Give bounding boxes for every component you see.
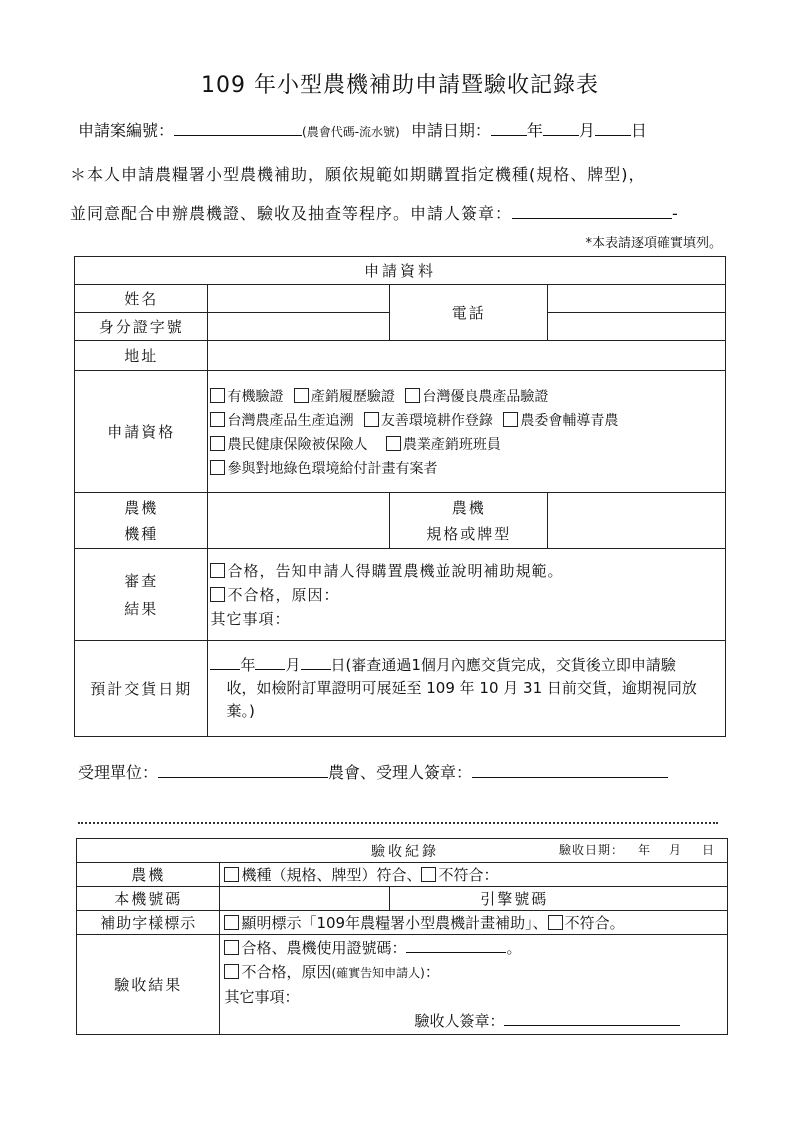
delivery-day-field[interactable]	[301, 655, 331, 670]
phone-field-2[interactable]	[548, 313, 726, 341]
qualification-option[interactable]: 農民健康保險被保險人	[210, 437, 367, 453]
cut-line	[78, 822, 718, 824]
page-title: 109 年小型農機補助申請暨驗收記錄表	[201, 73, 599, 98]
address-field[interactable]	[208, 341, 726, 371]
usage-cert-no-field[interactable]	[406, 938, 506, 953]
apply-year-unit: 年	[526, 121, 543, 140]
statement-line-2-text: 並同意配合申辦農機證、驗收及抽查等程序。申請人簽章：	[70, 204, 513, 223]
checkbox-icon[interactable]	[210, 412, 225, 427]
qualification-option[interactable]: 台灣農產品生產追溯	[210, 413, 353, 429]
checkbox-icon[interactable]	[210, 563, 225, 578]
qualification-option[interactable]: 產銷履歷驗證	[294, 389, 395, 405]
checkbox-icon[interactable]	[405, 388, 420, 403]
case-info-line	[78, 118, 647, 141]
delivery-year-field[interactable]	[210, 655, 240, 670]
qualification-option[interactable]: 台灣優良農產品驗證	[405, 389, 548, 405]
case-no-hint: (農會代碼-流水號)	[302, 125, 400, 139]
checkbox-icon[interactable]	[548, 915, 563, 930]
review-pass-option[interactable]: 合格，告知申請人得購置農機並說明補助規範。	[210, 560, 721, 581]
checkbox-icon[interactable]	[503, 412, 518, 427]
inspection-date: 驗收日期： 年 月 日	[558, 842, 715, 857]
checkbox-icon[interactable]	[224, 940, 239, 955]
delivery-date-area	[208, 641, 726, 737]
inspector-signature-field[interactable]	[504, 1011, 680, 1026]
fill-note: *本表請逐項確實填列。	[585, 236, 722, 251]
review-result-label: 審查 結果	[75, 549, 208, 641]
engine-no-label: 引擎號碼	[390, 887, 728, 911]
applicant-signature-field[interactable]	[512, 204, 672, 219]
inspect-pass-option[interactable]: 合格、農機使用證號碼： 。	[224, 936, 723, 960]
statement-line-2	[70, 194, 679, 224]
unit-field[interactable]	[158, 763, 328, 778]
review-fail-option[interactable]: 不合格，原因：	[210, 584, 721, 605]
qualification-row-2	[210, 410, 721, 430]
inspection-header-row	[77, 839, 728, 863]
application-header: 申請資料	[75, 257, 726, 285]
phone-label: 電話	[390, 285, 548, 341]
name-field[interactable]	[208, 285, 390, 313]
qualification-option[interactable]: 農委會輔導青農	[503, 413, 618, 429]
apply-date-label: 申請日期：	[410, 121, 491, 140]
subsidy-mark-label: 補助字樣標示	[77, 911, 220, 935]
qualification-row-4	[210, 458, 721, 478]
receiver-signature-field[interactable]	[472, 763, 668, 778]
name-label: 姓名	[75, 285, 208, 313]
machine-type-field[interactable]	[208, 493, 390, 549]
serial-no-field[interactable]	[220, 887, 390, 911]
delivery-line-3: 棄。)	[226, 702, 255, 720]
checkbox-icon[interactable]	[224, 867, 239, 882]
inspector-sign-line: 驗收人簽章：	[224, 1009, 723, 1033]
inspect-fail-option[interactable]: 不合格，原因(確實告知申請人)：	[224, 960, 723, 985]
apply-day-unit: 日	[630, 121, 647, 140]
checkbox-icon[interactable]	[294, 388, 309, 403]
delivery-line-2: 收，如檢附訂單證明可展延至 109 年 10 月 31 日前交貨，逾期視同放	[226, 679, 697, 697]
machine-type-label: 農機 機種	[75, 493, 208, 549]
statement-line-1: ＊本人申請農糧署小型農機補助，願依規範如期購置指定機種(規格、牌型)，	[70, 165, 646, 184]
acceptance-sign-line	[78, 760, 668, 783]
inspect-machine-label: 農機	[77, 863, 220, 887]
checkbox-icon[interactable]	[210, 436, 225, 451]
address-label: 地址	[75, 341, 208, 371]
inspect-other: 其它事項：	[224, 988, 300, 1006]
inspect-machine-options: 機種（規格、牌型）符合、 不符合：	[220, 863, 728, 887]
apply-month-unit: 月	[578, 121, 595, 140]
checkbox-icon[interactable]	[210, 460, 225, 475]
inspection-header: 驗收紀錄	[370, 843, 439, 860]
subsidy-mark-options: 顯明標示「109年農糧署小型農機計畫補助」、 不符合。	[220, 911, 728, 935]
case-no-field[interactable]	[174, 121, 302, 136]
receiver-sign-label: 農會、受理人簽章：	[328, 763, 473, 782]
delivery-month-field[interactable]	[255, 655, 285, 670]
qualification-row-1	[210, 386, 721, 406]
checkbox-icon[interactable]	[224, 915, 239, 930]
application-table	[74, 256, 726, 737]
qualification-option[interactable]: 有機驗證	[210, 389, 283, 405]
qualification-row-3	[210, 434, 721, 454]
inspect-result-label: 驗收結果	[77, 935, 220, 1035]
spec-brand-label: 農機 規格或牌型	[390, 493, 548, 549]
id-no-field[interactable]	[208, 313, 390, 341]
id-no-label: 身分證字號	[75, 313, 208, 341]
delivery-date-label: 預計交貨日期	[75, 641, 208, 737]
checkbox-icon[interactable]	[386, 436, 401, 451]
inspect-result-area	[220, 935, 728, 1035]
qualification-options	[208, 371, 726, 493]
qualification-option[interactable]: 參與對地綠色環境給付計畫有案者	[210, 461, 437, 477]
qualification-option[interactable]: 農業產銷班班員	[386, 437, 501, 453]
apply-day-field[interactable]	[595, 121, 631, 136]
apply-year-field[interactable]	[491, 121, 527, 136]
case-no-label: 申請案編號：	[78, 121, 175, 140]
qualification-option[interactable]: 友善環境耕作登錄	[364, 413, 493, 429]
checkbox-icon[interactable]	[224, 964, 239, 979]
checkbox-icon[interactable]	[364, 412, 379, 427]
checkbox-icon[interactable]	[210, 388, 225, 403]
unit-label: 受理單位：	[78, 763, 159, 782]
review-other: 其它事項：	[210, 610, 291, 628]
spec-brand-field[interactable]	[548, 493, 726, 549]
apply-month-field[interactable]	[543, 121, 579, 136]
checkbox-icon[interactable]	[421, 867, 436, 882]
checkbox-icon[interactable]	[210, 587, 225, 602]
statement-tail: -	[672, 204, 679, 223]
phone-field-1[interactable]	[548, 285, 726, 313]
qualification-label: 申請資格	[75, 371, 208, 493]
delivery-line-1: 年 月 日(審查通過1個月內應交貨完成，交貨後立即申請驗	[210, 654, 721, 677]
inspection-table	[76, 838, 728, 1035]
review-result-area	[208, 549, 726, 641]
serial-no-label: 本機號碼	[77, 887, 220, 911]
